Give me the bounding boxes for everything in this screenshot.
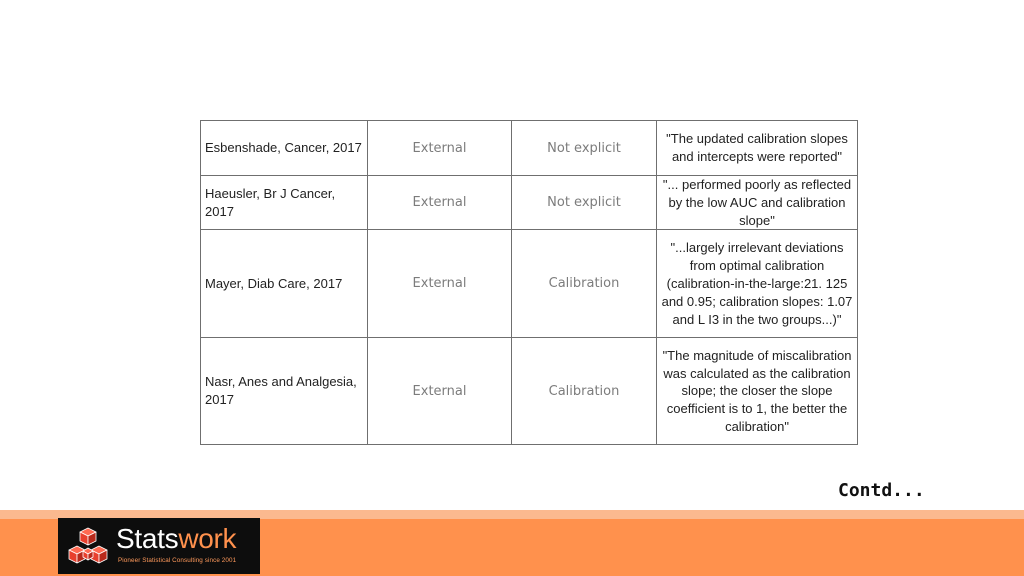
validation-cell: External [368,338,512,445]
table-row [201,338,858,445]
logo-wordmark-part2: work [178,523,237,554]
author-cell: Esbenshade, Cancer, 2017 [201,121,368,176]
author-cell: Mayer, Diab Care, 2017 [201,230,368,338]
assessment-cell: Not explicit [512,176,657,230]
logo-wordmark-part1: Stats [116,523,179,554]
author-cell: Nasr, Anes and Analgesia, 2017 [201,338,368,445]
assessment-cell: Calibration [512,230,657,338]
statswork-logo [58,518,260,574]
assessment-cell: Not explicit [512,121,657,176]
calibration-table [200,120,858,445]
quote-cell: "... performed poorly as reflected by the low AUC and calibration slope" [657,176,858,230]
author-cell: Haeusler, Br J Cancer, 2017 [201,176,368,230]
table-row [201,230,858,338]
validation-cell: External [368,121,512,176]
table-row [201,176,858,230]
table-row [201,121,858,176]
validation-cell: External [368,230,512,338]
logo-wordmark [116,524,236,554]
logo-tagline: Pioneer Statistical Consulting since 2001 [118,557,237,564]
quote-cell: "The updated calibration slopes and intercepts were reported" [657,121,858,176]
stacked-cubes-icon [66,526,110,568]
assessment-cell: Calibration [512,338,657,445]
quote-cell: "...largely irrelevant deviations from optimal calibration (calibration-in-the-large:21. 125 and 0.95; calibration slopes: 1.07 and L I3 in the two groups...)" [657,230,858,338]
quote-cell: "The magnitude of miscalibration was calculated as the calibration slope; the closer the slope coefficient is to 1, the better the calibration" [657,338,858,445]
validation-cell: External [368,176,512,230]
contd-label: Contd... [838,480,925,501]
